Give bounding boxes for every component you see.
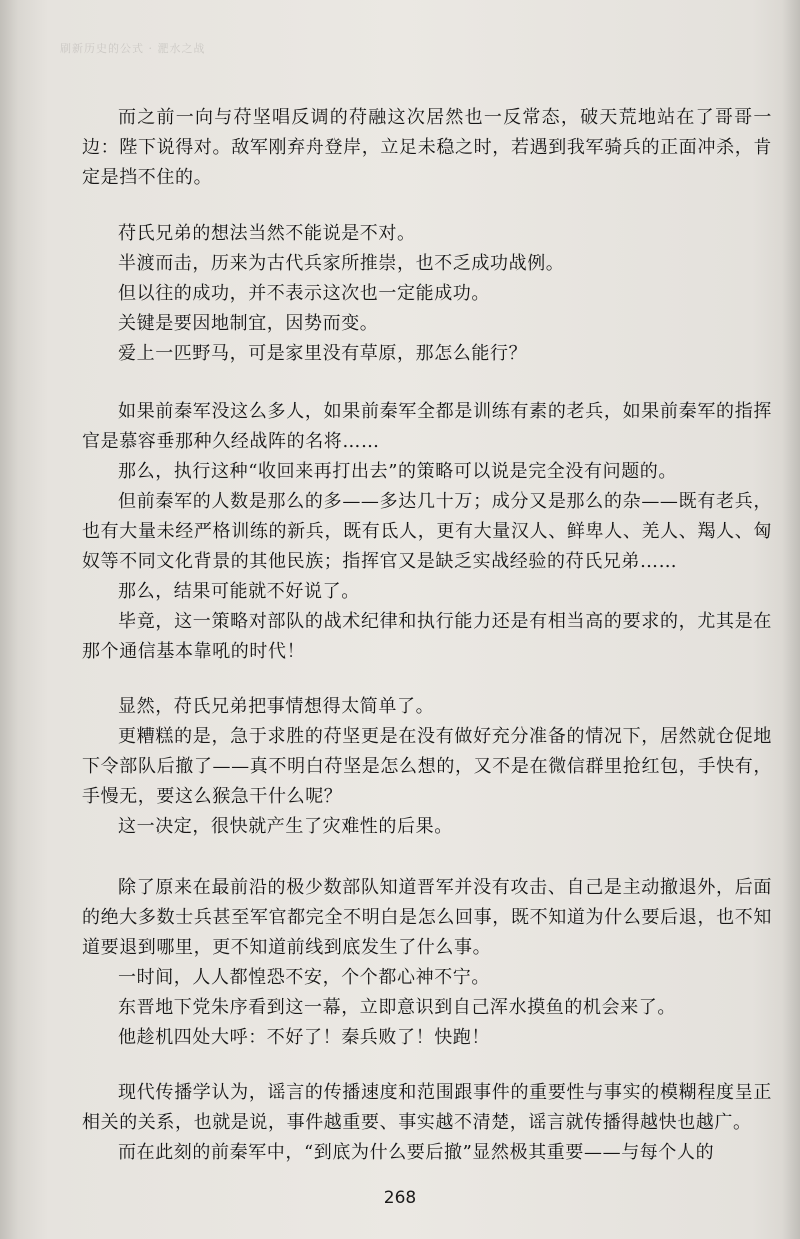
paragraph: 除了原来在最前沿的极少数部队知道晋军并没有攻击、自己是主动撤退外，后面的绝大多数士兵甚至军官都完全不明白是怎么回事，既不知道为什么要后退，也不知道要退到哪里，更不知道前线到底发生了什么事。 bbox=[82, 877, 772, 958]
text-block-6 bbox=[82, 1078, 772, 1168]
left-edge-shadow bbox=[0, 0, 18, 1239]
faded-running-header: 刷新历史的公式 · 淝水之战 bbox=[60, 42, 206, 55]
paragraph: 但前秦军的人数是那么的多——多达几十万；成分又是那么的杂——既有老兵，也有大量未经严格训练的新兵，既有氐人，更有大量汉人、鲜卑人、羌人、羯人、匈奴等不同文化背景的其他民族；指挥官又是缺乏实战经验的苻氏兄弟…… bbox=[82, 491, 772, 572]
paragraph: 东晋地下党朱序看到这一幕，立即意识到自己浑水摸鱼的机会来了。 bbox=[118, 997, 676, 1018]
paragraph: 而在此刻的前秦军中，“到底为什么要后撤”显然极其重要——与每个人的 bbox=[118, 1142, 715, 1163]
text-block-5 bbox=[82, 873, 772, 1053]
paragraph: 那么，结果可能就不好说了。 bbox=[118, 581, 360, 602]
paragraph: 一时间，人人都惶恐不安，个个都心神不宁。 bbox=[118, 967, 490, 988]
text-block-3 bbox=[82, 397, 772, 667]
text-block-1 bbox=[82, 103, 772, 193]
paragraph: 这一决定，很快就产生了灾难性的后果。 bbox=[118, 816, 453, 837]
right-edge-shadow bbox=[782, 0, 800, 1239]
paragraph: 但以往的成功，并不表示这次也一定能成功。 bbox=[118, 283, 490, 304]
paragraph: 而之前一向与苻坚唱反调的苻融这次居然也一反常态，破天荒地站在了哥哥一边：陛下说得对。敌军刚弃舟登岸，立足未稳之时，若遇到我军骑兵的正面冲杀，肯定是挡不住的。 bbox=[82, 107, 772, 188]
paragraph: 显然，苻氏兄弟把事情想得太简单了。 bbox=[118, 696, 435, 717]
paragraph: 毕竟，这一策略对部队的战术纪律和执行能力还是有相当高的要求的，尤其是在那个通信基本靠吼的时代！ bbox=[82, 611, 772, 662]
paragraph: 半渡而击，历来为古代兵家所推崇，也不乏成功战例。 bbox=[118, 253, 565, 274]
page-number: 268 bbox=[383, 1188, 417, 1208]
paragraph: 那么，执行这种“收回来再打出去”的策略可以说是完全没有问题的。 bbox=[118, 461, 678, 482]
paragraph: 爱上一匹野马，可是家里没有草原，那怎么能行？ bbox=[118, 343, 528, 364]
text-block-4 bbox=[82, 692, 772, 842]
paragraph: 关键是要因地制宜，因势而变。 bbox=[118, 313, 379, 334]
paragraph: 更糟糕的是，急于求胜的苻坚更是在没有做好充分准备的情况下，居然就仓促地下令部队后撤了——真不明白苻坚是怎么想的，又不是在微信群里抢红包，手快有，手慢无，要这么猴急干什么呢？ bbox=[82, 726, 772, 807]
paragraph: 苻氏兄弟的想法当然不能说是不对。 bbox=[118, 223, 416, 244]
paragraph: 他趁机四处大呼：不好了！秦兵败了！快跑！ bbox=[118, 1027, 490, 1048]
text-block-2 bbox=[82, 219, 772, 369]
paragraph: 现代传播学认为，谣言的传播速度和范围跟事件的重要性与事实的模糊程度呈正相关的关系，也就是说，事件越重要、事实越不清楚，谣言就传播得越快也越广。 bbox=[82, 1082, 772, 1133]
paragraph: 如果前秦军没这么多人，如果前秦军全都是训练有素的老兵，如果前秦军的指挥官是慕容垂那种久经战阵的名将…… bbox=[82, 401, 772, 452]
